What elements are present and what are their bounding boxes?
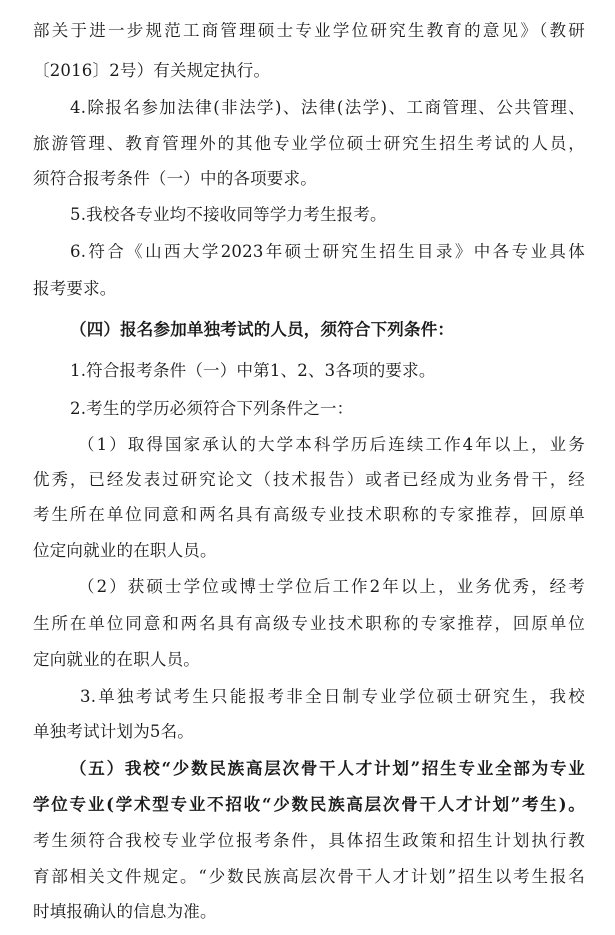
text-line: 时填报确认的信息为准。 [33, 902, 217, 921]
section-heading: （四）报名参加单独考试的人员，须符合下列条件： [70, 320, 455, 339]
section-heading: （五）我校“少数民族高层次骨干人才计划”招生专业全部为专业 [70, 759, 585, 778]
text-line: 4.除报名参加法律(非法学)、法律(法学)、工商管理、公共管理、 [70, 98, 585, 117]
text-line: （2）获硕士学位或博士学位后工作2年以上，业务优秀，经考 [78, 577, 585, 596]
text-line: 2.考生的学历必须符合下列条件之一： [70, 399, 354, 418]
text-line: 生所在单位同意和两名具有高级专业技术职称的专家推荐，回原单位 [33, 614, 585, 633]
text-line: 旅游管理、教育管理外的其他专业学位硕士研究生招生考试的人员， [33, 134, 585, 153]
text-line: 1.符合报考条件（一）中第1、2、3各项的要求。 [70, 361, 436, 380]
text-line: 考生所在单位同意和两名具有高级专业技术职称的专家推荐，回原单 [33, 505, 585, 524]
text-line: 5.我校各专业均不接收同等学力考生报考。 [70, 205, 387, 224]
text-line: 部关于进一步规范工商管理硕士专业学位研究生教育的意见》（教研 [33, 21, 585, 40]
text-line: 单独考试计划为5名。 [33, 722, 194, 741]
text-line: 6.符合《山西大学2023年硕士研究生招生目录》中各专业具体 [70, 242, 585, 261]
text-line: 须符合报考条件（一）中的各项要求。 [33, 169, 317, 188]
text-line: （1）取得国家承认的大学本科学历后连续工作4年以上，业务 [78, 435, 585, 454]
section-heading: 学位专业(学术型专业不招收“少数民族高层次骨干人才计划”考生)。 [33, 795, 585, 814]
text-line: 〔2016〕2号）有关规定执行。 [33, 61, 271, 80]
text-line: 报考要求。 [33, 279, 117, 298]
text-line: 定向就业的在职人员。 [33, 650, 200, 669]
text-line: 优秀，已经发表过研究论文（技术报告）或者已经成为业务骨干，经 [33, 470, 585, 489]
text-line: 3.单独考试考生只能报考非全日制专业学位硕士研究生，我校 [80, 687, 585, 706]
text-line: 位定向就业的在职人员。 [33, 541, 217, 560]
text-line: 育部相关文件规定。“少数民族高层次骨干人才计划”招生以考生报名 [33, 867, 585, 886]
text-line: 考生须符合我校专业学位报考条件，具体招生政策和招生计划执行教 [33, 831, 585, 850]
